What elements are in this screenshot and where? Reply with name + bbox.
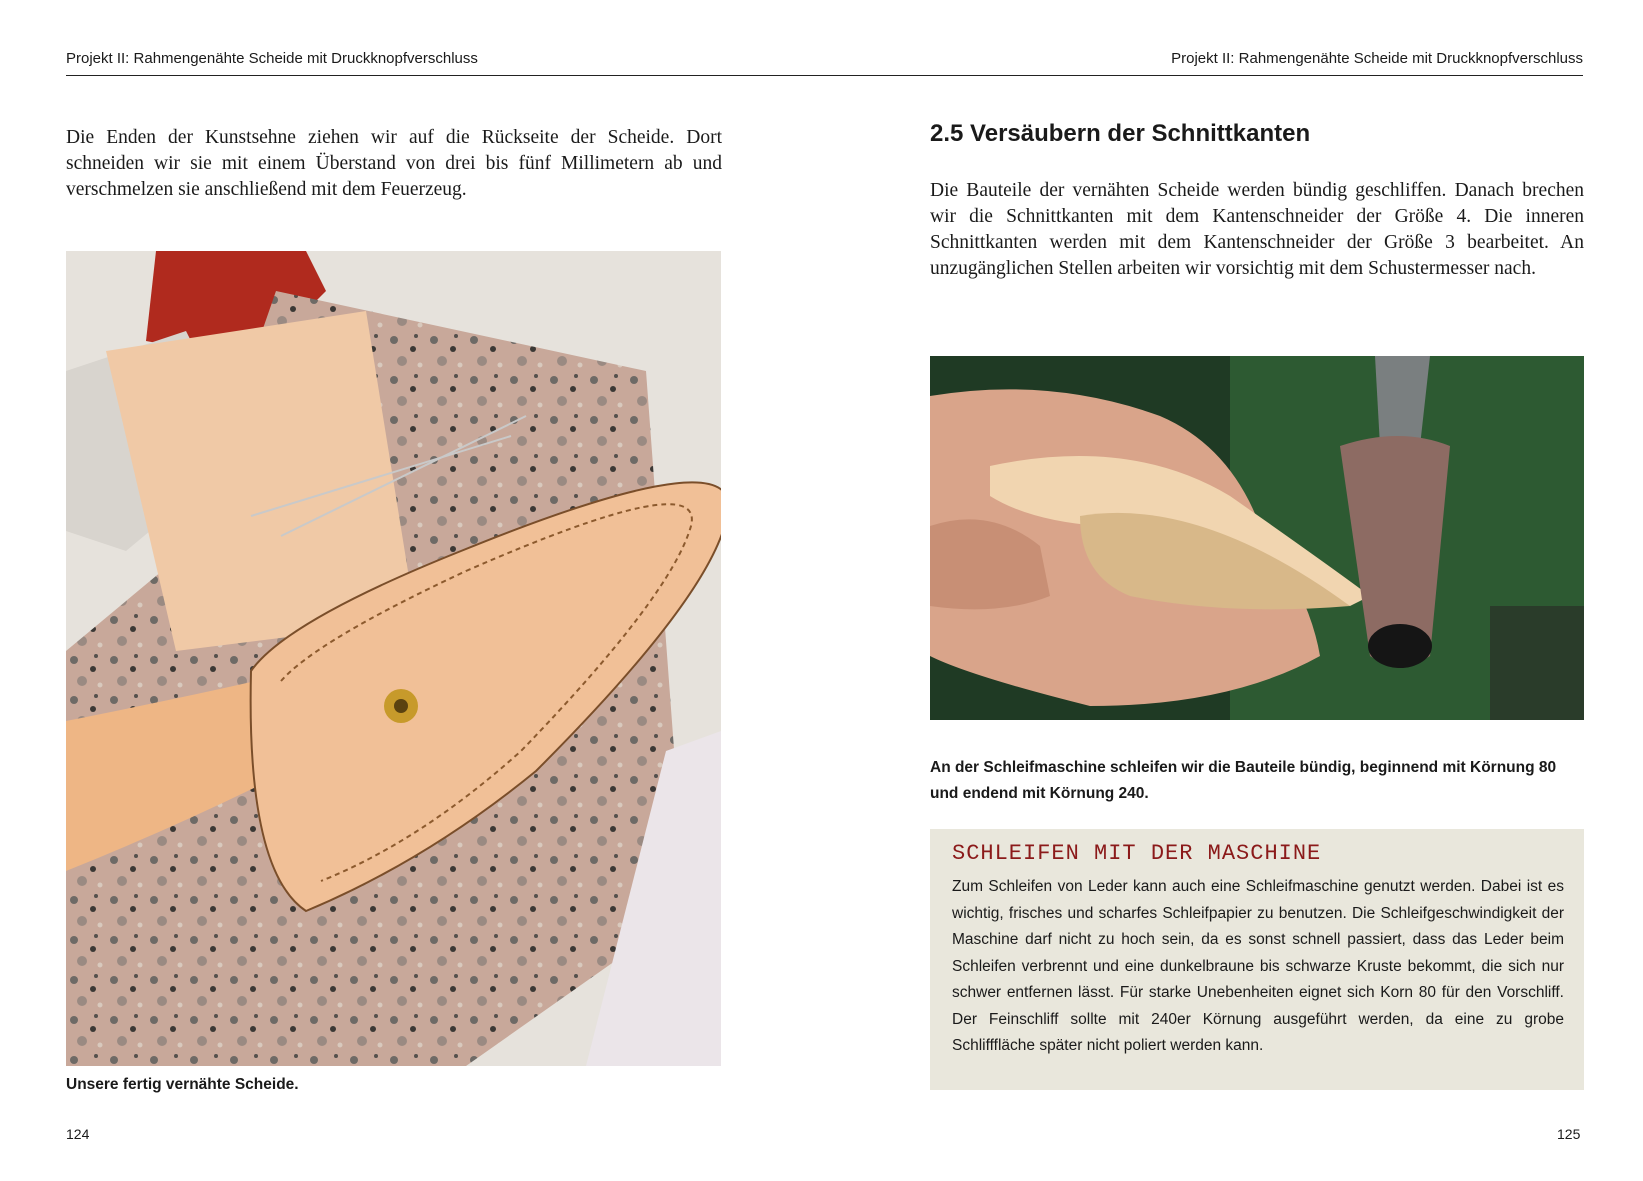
left-page: [0, 0, 821, 1181]
figure-caption: Unsere fertig vernähte Scheide.: [66, 1076, 299, 1093]
figure-caption: An der Schleifmaschine schleifen wir die Bauteile bündig, beginnend mit Körnung 80 und endend mit Körnung 240.: [930, 759, 1557, 802]
info-box-text: Zum Schleifen von Leder kann auch eine Schleifmaschine genutzt werden. Dabei ist es wichtig, frisches und scharfes Schleifpapier zu benutzen. Die Schleifgeschwindigkeit der Maschine darf nicht zu hoch sein, da es sonst schnell passiert, dass das Leder beim Schleifen verbrennt und eine dunkelbraune bis schwarze Kruste bekommt, die sich nur schwer entfernen lässt. Für starke Unebenheiten eignet sich Korn 80 für den Vorschliff. Der Feinschliff sollte mit 240er Körnung ausgeführt werden, da eine zu grobe Schlifffläche später nicht poliert werden kann.: [952, 878, 1564, 1054]
body-paragraph: Die Enden der Kunstsehne ziehen wir auf die Rückseite der Scheide. Dort schneiden wir sie mit einem Überstand von drei bis fünf Millimetern ab und verschmelzen sie anschließend mit dem Feuerzeug.: [66, 127, 722, 200]
info-box: [930, 829, 1584, 1090]
running-head: Projekt II: Rahmengenähte Scheide mit Druckknopfverschluss: [66, 48, 821, 76]
section-heading: 2.5 Versäubern der Schnittkanten: [930, 120, 1311, 147]
running-head: Projekt II: Rahmengenähte Scheide mit Druckknopfverschluss: [821, 48, 1583, 76]
page-number: 125: [1557, 1126, 1581, 1142]
info-box-title: SCHLEIFEN MIT DER MASCHINE: [952, 841, 1322, 866]
body-paragraph: Die Bauteile der vernähten Scheide werden bündig geschliffen. Danach brechen wir die Schnittkanten mit dem Kantenschneider der Größe 4. Die inneren Schnittkanten werden mit dem Kantenschneider der Größe 3 bearbeitet. An unzugänglichen Stellen arbeiten wir vorsichtig mit dem Schustermesser nach.: [930, 180, 1584, 279]
photo-sanding-machine: [930, 356, 1584, 720]
photo-finished-sheath: [66, 251, 721, 1066]
page-number: 124: [66, 1126, 90, 1142]
right-page: [821, 0, 1643, 1181]
